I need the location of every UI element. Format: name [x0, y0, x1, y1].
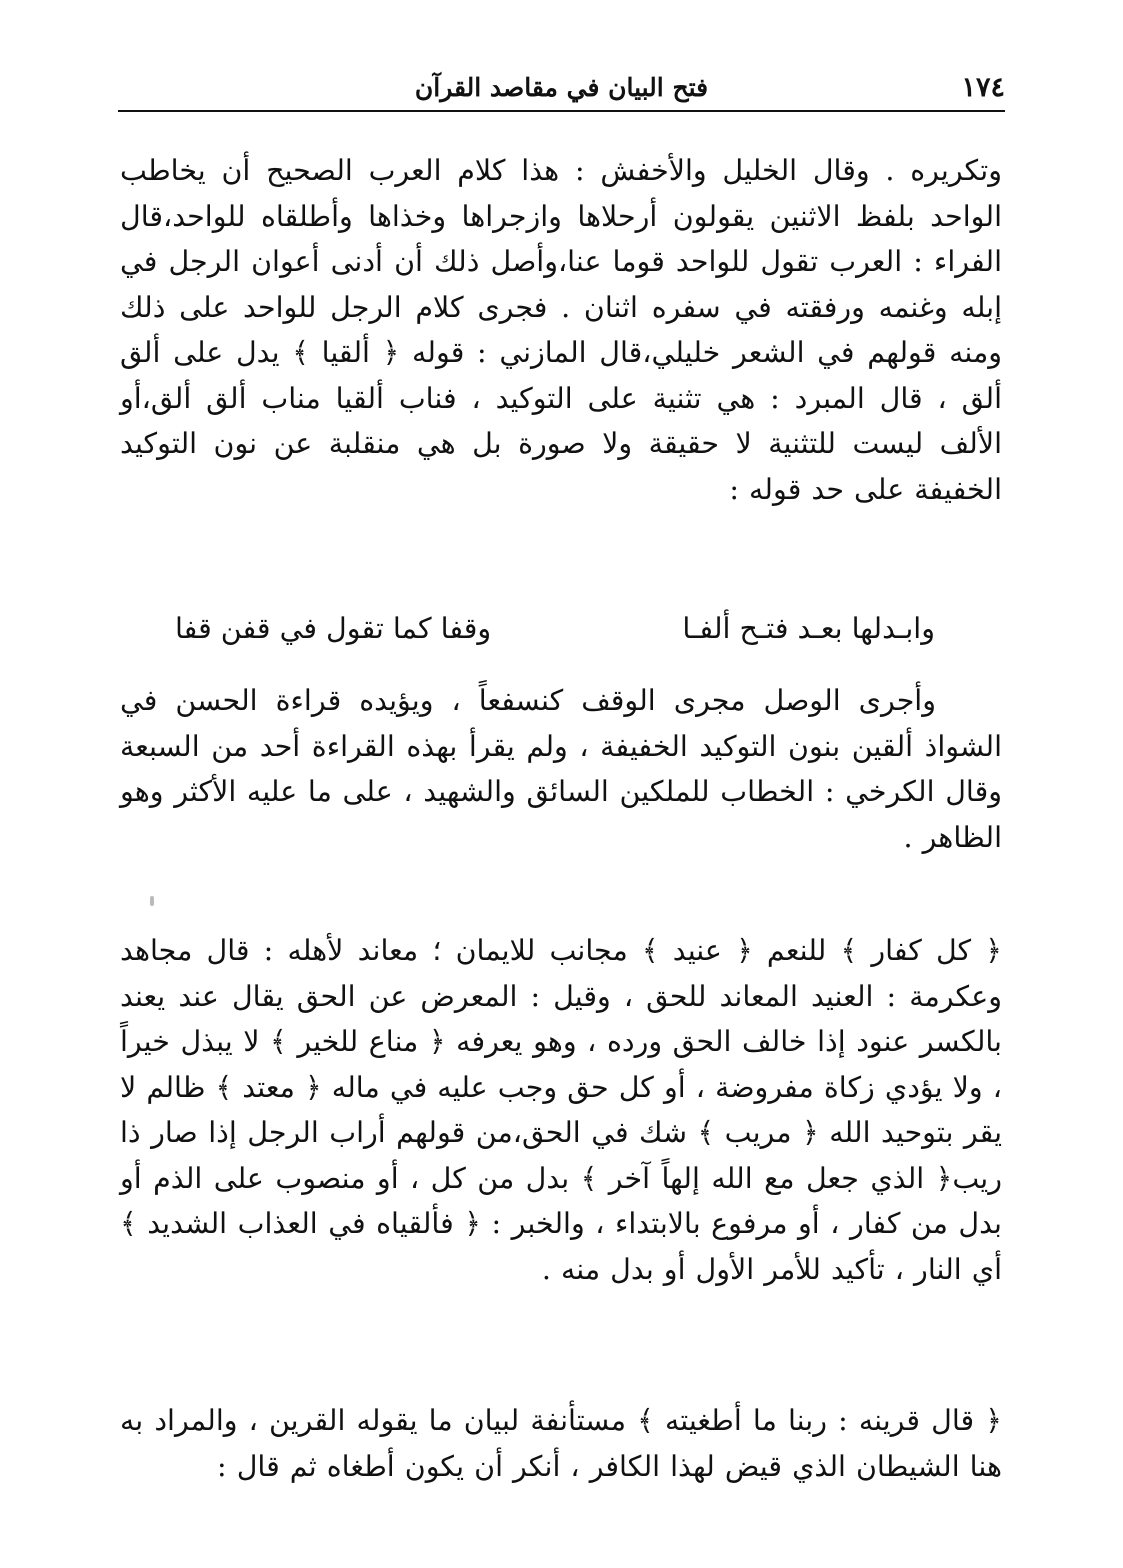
- paragraph-3: ﴿ كل كفار ﴾ للنعم ﴿ عنيد ﴾ مجانب للايمان ؛ معاند لأهله : قال مجاهد وعكرمة : العنيد المعاند للحق ، وقيل : المعرض عن الحق يقال عند يعند بالكسر عنود إذا خالف الحق ورده ، وهو يعرفه ﴿ مناع للخير ﴾ لا يبذل خيراً ، ولا يؤدي زكاة مفروضة ، أو كل حق وجب عليه في ماله ﴿ معتد ﴾ ظالم لا يقر بتوحيد الله ﴿ مريب ﴾ شك في الحق،من قولهم أراب الرجل إذا صار ذا ريب﴿ الذي جعل مع الله إلهاً آخر ﴾ بدل من كل ، أو منصوب على الذم أو بدل من كفار ، أو مرفوع بالابتداء ، والخبر : ﴿ فألقياه في العذاب الشديد ﴾ أي النار ، تأكيد للأمر الأول أو بدل منه .: [120, 934, 1002, 1286]
- page-number: ١٧٤: [961, 72, 1005, 103]
- scan-speck: [150, 896, 154, 906]
- paragraph-4: ﴿ قال قرينه : ربنا ما أطغيته ﴾ مستأنفة لبيان ما يقوله القرين ، والمراد به هنا الشيطان الذي قيض لهذا الكافر ، أنكر أن يكون أطغاه ثم قال :: [120, 1404, 1002, 1483]
- paragraph-2: وأجرى الوصل مجرى الوقف كنسفعاً ، ويؤيده قراءة الحسن في الشواذ ألقين بنون التوكيد الخفيفة ، ولم يقرأ بهذه القراءة أحد من السبعة وقال الكرخي : الخطاب للملكين السائق والشهيد ، على ما عليه الأكثر وهو الظاهر .: [120, 684, 1002, 854]
- verse-first-hemistich: وابـدلها بعـد فتـح ألفـا: [682, 612, 935, 645]
- poetry-verse: [175, 606, 935, 652]
- verse-second-hemistich: وقفا كما تقول في قفن قفا: [175, 612, 492, 645]
- running-title: فتح البيان في مقاصد القرآن: [414, 73, 709, 102]
- page-header: [118, 60, 1005, 112]
- paragraph-1: وتكريره . وقال الخليل والأخفش : هذا كلام العرب الصحيح أن يخاطب الواحد بلفظ الاثنين يقولون أرحلاها وازجراها وخذاها وأطلقاه للواحد،قال الفراء : العرب تقول للواحد قوما عنا،وأصل ذلك أن أدنى أعوان الرجل في إبله وغنمه ورفقته في سفره اثنان . فجرى كلام الرجل للواحد على ذلك ومنه قولهم في الشعر خليلي،قال المازني : قوله ﴿ ألقيا ﴾ يدل على ألق ألق ، قال المبرد : هي تثنية على التوكيد ، فناب ألقيا مناب ألق ألق،أو الألف ليست للتثنية لا حقيقة ولا صورة بل هي منقلبة عن نون التوكيد الخفيفة على حد قوله :: [120, 154, 1002, 506]
